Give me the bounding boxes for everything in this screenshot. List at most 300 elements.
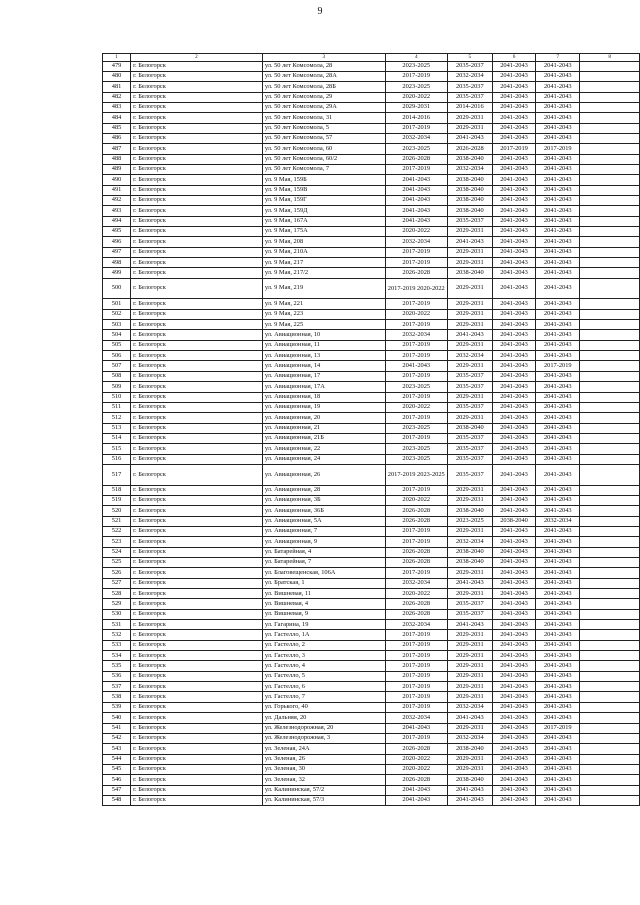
period-col7-cell: 2041-2043 (536, 247, 580, 257)
period-col5-cell: 2032-2034 (447, 351, 492, 361)
period-col4-cell: 2017-2019 (385, 661, 447, 671)
city-cell: г. Белогорск (131, 71, 263, 81)
address-cell: ул. Гастелло, 7 (262, 692, 385, 702)
note-cell (580, 733, 640, 743)
period-col4-cell: 2017-2019 (385, 433, 447, 443)
period-col4-cell: 2020-2022 (385, 754, 447, 764)
period-col7-cell: 2041-2043 (536, 495, 580, 505)
address-cell: ул. Гагарина, 19 (262, 620, 385, 630)
column-number: 2 (131, 54, 263, 62)
city-cell: г. Белогорск (131, 713, 263, 723)
period-col6-cell: 2041-2043 (492, 651, 535, 661)
row-number-cell: 481 (103, 82, 131, 92)
city-cell: г. Белогорск (131, 651, 263, 661)
period-col4-cell: 2041-2043 (385, 785, 447, 795)
row-number-cell: 538 (103, 692, 131, 702)
period-col4-cell: 2020-2022 (385, 309, 447, 319)
period-col6-cell: 2041-2043 (492, 195, 535, 205)
table-row (103, 227, 640, 237)
row-number-cell: 546 (103, 775, 131, 785)
period-col7-cell: 2041-2043 (536, 651, 580, 661)
row-number-cell: 539 (103, 702, 131, 712)
city-cell: г. Белогорск (131, 444, 263, 454)
address-cell: ул. 50 лет Комсомола, 60/2 (262, 154, 385, 164)
period-col7-cell: 2041-2043 (536, 423, 580, 433)
period-col7-cell: 2041-2043 (536, 713, 580, 723)
period-col5-cell: 2038-2040 (447, 558, 492, 568)
city-cell: г. Белогорск (131, 206, 263, 216)
table-row (103, 651, 640, 661)
table-row (103, 485, 640, 495)
city-cell: г. Белогорск (131, 423, 263, 433)
column-number: 1 (103, 54, 131, 62)
period-col4-cell: 2032-2034 (385, 578, 447, 588)
period-col6-cell: 2041-2043 (492, 392, 535, 402)
period-col5-cell: 2029-2031 (447, 723, 492, 733)
period-col5-cell: 2035-2037 (447, 371, 492, 381)
city-cell: г. Белогорск (131, 537, 263, 547)
address-cell: ул. Зеленая, 30 (262, 764, 385, 774)
period-col6-cell: 2041-2043 (492, 702, 535, 712)
period-col7-cell: 2041-2043 (536, 268, 580, 278)
city-cell: г. Белогорск (131, 558, 263, 568)
table-row (103, 609, 640, 619)
period-col4-cell: 2029-2031 (385, 102, 447, 112)
period-col6-cell: 2041-2043 (492, 723, 535, 733)
period-col4-cell: 2020-2022 (385, 92, 447, 102)
note-cell (580, 61, 640, 71)
city-cell: г. Белогорск (131, 175, 263, 185)
period-col7-cell: 2041-2043 (536, 402, 580, 412)
table-row (103, 630, 640, 640)
note-cell (580, 454, 640, 464)
row-number-cell: 526 (103, 568, 131, 578)
period-col5-cell: 2029-2031 (447, 568, 492, 578)
city-cell: г. Белогорск (131, 82, 263, 92)
row-number-cell: 513 (103, 423, 131, 433)
period-col5-cell: 2029-2031 (447, 247, 492, 257)
city-cell: г. Белогорск (131, 278, 263, 299)
period-col7-cell: 2041-2043 (536, 175, 580, 185)
period-col4-cell: 2026-2028 (385, 744, 447, 754)
period-col6-cell: 2041-2043 (492, 247, 535, 257)
period-col5-cell: 2035-2037 (447, 216, 492, 226)
period-col6-cell: 2041-2043 (492, 558, 535, 568)
table-row (103, 795, 640, 805)
address-cell: ул. Батарейная, 7 (262, 558, 385, 568)
address-cell: ул. Авиационная, 19 (262, 402, 385, 412)
period-col5-cell: 2029-2031 (447, 682, 492, 692)
table-row (103, 640, 640, 650)
address-cell: ул. Авиационная, 17 (262, 371, 385, 381)
note-cell (580, 630, 640, 640)
period-col5-cell: 2029-2031 (447, 589, 492, 599)
address-cell: ул. Братская, 1 (262, 578, 385, 588)
period-col5-cell: 2032-2034 (447, 537, 492, 547)
table-row (103, 392, 640, 402)
note-cell (580, 764, 640, 774)
row-number-cell: 529 (103, 599, 131, 609)
period-col5-cell: 2035-2037 (447, 82, 492, 92)
period-col6-cell: 2041-2043 (492, 682, 535, 692)
period-col6-cell: 2041-2043 (492, 733, 535, 743)
period-col5-cell: 2029-2031 (447, 320, 492, 330)
period-col4-cell: 2026-2028 (385, 268, 447, 278)
address-cell: ул. Авиационная, 5А (262, 516, 385, 526)
table-row (103, 682, 640, 692)
period-col4-cell: 2041-2043 (385, 185, 447, 195)
table-row (103, 195, 640, 205)
city-cell: г. Белогорск (131, 630, 263, 640)
note-cell (580, 268, 640, 278)
period-col5-cell: 2029-2031 (447, 764, 492, 774)
address-cell: ул. Авиационная, 26 (262, 464, 385, 485)
period-col4-cell: 2020-2022 (385, 227, 447, 237)
table-row (103, 568, 640, 578)
period-col6-cell: 2041-2043 (492, 413, 535, 423)
row-number-cell: 543 (103, 744, 131, 754)
period-col5-cell: 2032-2034 (447, 71, 492, 81)
period-col7-cell: 2041-2043 (536, 661, 580, 671)
address-cell: ул. 9 Мая, 217 (262, 258, 385, 268)
period-col7-cell: 2041-2043 (536, 764, 580, 774)
table-row (103, 744, 640, 754)
period-col7-cell: 2041-2043 (536, 413, 580, 423)
city-cell: г. Белогорск (131, 402, 263, 412)
period-col5-cell: 2032-2034 (447, 164, 492, 174)
period-col6-cell: 2041-2043 (492, 154, 535, 164)
note-cell (580, 123, 640, 133)
period-col6-cell: 2041-2043 (492, 692, 535, 702)
period-col5-cell: 2032-2034 (447, 702, 492, 712)
period-col7-cell: 2041-2043 (536, 258, 580, 268)
period-col4-cell: 2026-2028 (385, 547, 447, 557)
row-number-cell: 507 (103, 361, 131, 371)
note-cell (580, 413, 640, 423)
note-cell (580, 578, 640, 588)
period-col7-cell: 2041-2043 (536, 320, 580, 330)
period-col7-cell: 2032-2034 (536, 516, 580, 526)
period-col7-cell: 2041-2043 (536, 620, 580, 630)
period-col7-cell: 2041-2043 (536, 185, 580, 195)
address-cell: ул. Авиационная, 7 (262, 526, 385, 536)
period-col5-cell: 2029-2031 (447, 526, 492, 536)
note-cell (580, 651, 640, 661)
address-cell: ул. 9 Мая, 159Г (262, 195, 385, 205)
period-col5-cell: 2038-2040 (447, 547, 492, 557)
period-col7-cell: 2041-2043 (536, 568, 580, 578)
city-cell: г. Белогорск (131, 764, 263, 774)
period-col5-cell: 2038-2040 (447, 423, 492, 433)
city-cell: г. Белогорск (131, 526, 263, 536)
address-cell: ул. Авиационная, 24 (262, 454, 385, 464)
address-cell: ул. 50 лет Комсомола, 60 (262, 144, 385, 154)
table-row (103, 175, 640, 185)
period-col6-cell: 2041-2043 (492, 113, 535, 123)
row-number-cell: 524 (103, 547, 131, 557)
period-col7-cell: 2041-2043 (536, 630, 580, 640)
row-number-cell: 492 (103, 195, 131, 205)
note-cell (580, 216, 640, 226)
row-number-cell: 523 (103, 537, 131, 547)
period-col5-cell: 2035-2037 (447, 433, 492, 443)
period-col4-cell: 2026-2028 (385, 558, 447, 568)
column-number: 6 (492, 54, 535, 62)
table-row (103, 495, 640, 505)
period-col7-cell: 2041-2043 (536, 702, 580, 712)
row-number-cell: 501 (103, 299, 131, 309)
period-col4-cell: 2017-2019 (385, 733, 447, 743)
address-cell: ул. Гастелло, 6 (262, 682, 385, 692)
table-row (103, 320, 640, 330)
row-number-cell: 505 (103, 340, 131, 350)
period-col7-cell: 2041-2043 (536, 92, 580, 102)
period-col6-cell: 2041-2043 (492, 764, 535, 774)
column-number-row (103, 54, 640, 62)
period-col4-cell: 2041-2043 (385, 206, 447, 216)
city-cell: г. Белогорск (131, 133, 263, 143)
period-col6-cell: 2041-2043 (492, 754, 535, 764)
row-number-cell: 521 (103, 516, 131, 526)
note-cell (580, 330, 640, 340)
period-col6-cell: 2041-2043 (492, 630, 535, 640)
address-cell: ул. Зеленая, 24А (262, 744, 385, 754)
row-number-cell: 490 (103, 175, 131, 185)
row-number-cell: 508 (103, 371, 131, 381)
period-col6-cell: 2041-2043 (492, 402, 535, 412)
period-col4-cell: 2020-2022 (385, 402, 447, 412)
period-col4-cell: 2023-2025 (385, 423, 447, 433)
table-row (103, 299, 640, 309)
table-row (103, 185, 640, 195)
period-col6-cell: 2041-2043 (492, 309, 535, 319)
note-cell (580, 671, 640, 681)
row-number-cell: 537 (103, 682, 131, 692)
period-col7-cell: 2041-2043 (536, 537, 580, 547)
column-number: 5 (447, 54, 492, 62)
period-col5-cell: 2041-2043 (447, 133, 492, 143)
row-number-cell: 511 (103, 402, 131, 412)
period-col7-cell: 2041-2043 (536, 299, 580, 309)
table-row (103, 423, 640, 433)
period-col4-cell: 2023-2025 (385, 61, 447, 71)
row-number-cell: 530 (103, 609, 131, 619)
row-number-cell: 504 (103, 330, 131, 340)
period-col6-cell: 2041-2043 (492, 361, 535, 371)
period-col5-cell: 2029-2031 (447, 413, 492, 423)
note-cell (580, 278, 640, 299)
period-col7-cell: 2041-2043 (536, 754, 580, 764)
address-cell: ул. Железнодорожная, 20 (262, 723, 385, 733)
address-cell: ул. 9 Мая, 210А (262, 247, 385, 257)
row-number-cell: 516 (103, 454, 131, 464)
table-row (103, 413, 640, 423)
note-cell (580, 351, 640, 361)
period-col6-cell: 2041-2043 (492, 123, 535, 133)
address-cell: ул. Вишневая, 11 (262, 589, 385, 599)
period-col4-cell: 2032-2034 (385, 330, 447, 340)
table-row (103, 589, 640, 599)
period-col6-cell: 2041-2043 (492, 382, 535, 392)
address-cell: ул. Дальняя, 20 (262, 713, 385, 723)
period-col4-cell: 2041-2043 (385, 175, 447, 185)
note-cell (580, 102, 640, 112)
city-cell: г. Белогорск (131, 92, 263, 102)
row-number-cell: 479 (103, 61, 131, 71)
period-col4-cell: 2023-2025 (385, 382, 447, 392)
period-col7-cell: 2041-2043 (536, 123, 580, 133)
address-cell: ул. Авиационная, 21 (262, 423, 385, 433)
period-col6-cell: 2041-2043 (492, 495, 535, 505)
period-col4-cell: 2014-2016 (385, 113, 447, 123)
table-row (103, 216, 640, 226)
period-col7-cell: 2041-2043 (536, 795, 580, 805)
address-cell: ул. Калининская, 57/2 (262, 785, 385, 795)
city-cell: г. Белогорск (131, 506, 263, 516)
period-col5-cell: 2029-2031 (447, 361, 492, 371)
note-cell (580, 713, 640, 723)
address-cell: ул. Авиационная, 10 (262, 330, 385, 340)
period-col6-cell: 2041-2043 (492, 713, 535, 723)
table-row (103, 61, 640, 71)
table-row (103, 547, 640, 557)
period-col5-cell: 2029-2031 (447, 123, 492, 133)
column-number: 8 (580, 54, 640, 62)
period-col6-cell: 2041-2043 (492, 268, 535, 278)
period-col5-cell: 2035-2037 (447, 454, 492, 464)
period-col4-cell: 2023-2025 (385, 82, 447, 92)
period-col6-cell: 2041-2043 (492, 164, 535, 174)
address-cell: ул. Благовещенская, 106А (262, 568, 385, 578)
row-number-cell: 494 (103, 216, 131, 226)
period-col7-cell: 2041-2043 (536, 382, 580, 392)
note-cell (580, 164, 640, 174)
table-row (103, 154, 640, 164)
row-number-cell: 533 (103, 640, 131, 650)
city-cell: г. Белогорск (131, 578, 263, 588)
row-number-cell: 486 (103, 133, 131, 143)
city-cell: г. Белогорск (131, 744, 263, 754)
period-col5-cell: 2029-2031 (447, 278, 492, 299)
note-cell (580, 485, 640, 495)
period-col6-cell: 2041-2043 (492, 775, 535, 785)
period-col7-cell: 2041-2043 (536, 640, 580, 650)
table-row (103, 713, 640, 723)
city-cell: г. Белогорск (131, 268, 263, 278)
table-row (103, 247, 640, 257)
note-cell (580, 382, 640, 392)
city-cell: г. Белогорск (131, 795, 263, 805)
city-cell: г. Белогорск (131, 485, 263, 495)
note-cell (580, 754, 640, 764)
address-cell: ул. 9 Мая, 167А (262, 216, 385, 226)
note-cell (580, 144, 640, 154)
period-col4-cell: 2017-2019 (385, 164, 447, 174)
note-cell (580, 185, 640, 195)
period-col6-cell: 2041-2043 (492, 351, 535, 361)
period-col4-cell: 2017-2019 2020-2022 (385, 278, 447, 299)
period-col4-cell: 2017-2019 (385, 392, 447, 402)
city-cell: г. Белогорск (131, 692, 263, 702)
city-cell: г. Белогорск (131, 392, 263, 402)
city-cell: г. Белогорск (131, 185, 263, 195)
table-row (103, 558, 640, 568)
period-col4-cell: 2017-2019 (385, 640, 447, 650)
table-row (103, 330, 640, 340)
row-number-cell: 491 (103, 185, 131, 195)
note-cell (580, 392, 640, 402)
period-col6-cell: 2041-2043 (492, 589, 535, 599)
period-col4-cell: 2041-2043 (385, 361, 447, 371)
period-col4-cell: 2017-2019 (385, 71, 447, 81)
address-cell: ул. 50 лет Комсомола, 28 (262, 61, 385, 71)
row-number-cell: 544 (103, 754, 131, 764)
period-col6-cell: 2041-2043 (492, 640, 535, 650)
table-row (103, 237, 640, 247)
period-col5-cell: 2035-2037 (447, 61, 492, 71)
row-number-cell: 488 (103, 154, 131, 164)
period-col5-cell: 2029-2031 (447, 340, 492, 350)
row-number-cell: 525 (103, 558, 131, 568)
period-col4-cell: 2023-2025 (385, 444, 447, 454)
note-cell (580, 744, 640, 754)
period-col7-cell: 2041-2043 (536, 195, 580, 205)
city-cell: г. Белогорск (131, 164, 263, 174)
period-col5-cell: 2041-2043 (447, 620, 492, 630)
period-col4-cell: 2026-2028 (385, 516, 447, 526)
period-col5-cell: 2035-2037 (447, 444, 492, 454)
address-cell: ул. 50 лет Комсомола, 29 (262, 92, 385, 102)
period-col7-cell: 2041-2043 (536, 71, 580, 81)
period-col6-cell: 2041-2043 (492, 82, 535, 92)
table-row (103, 164, 640, 174)
row-number-cell: 480 (103, 71, 131, 81)
row-number-cell: 510 (103, 392, 131, 402)
table-row (103, 71, 640, 81)
period-col5-cell: 2041-2043 (447, 795, 492, 805)
city-cell: г. Белогорск (131, 516, 263, 526)
period-col5-cell: 2014-2016 (447, 102, 492, 112)
city-cell: г. Белогорск (131, 589, 263, 599)
note-cell (580, 402, 640, 412)
address-cell: ул. Авиационная, 3Б (262, 495, 385, 505)
address-cell: ул. 50 лет Комсомола, 57 (262, 133, 385, 143)
period-col6-cell: 2041-2043 (492, 102, 535, 112)
city-cell: г. Белогорск (131, 237, 263, 247)
period-col6-cell: 2041-2043 (492, 299, 535, 309)
row-number-cell: 520 (103, 506, 131, 516)
period-col6-cell: 2041-2043 (492, 340, 535, 350)
period-col6-cell: 2041-2043 (492, 537, 535, 547)
period-col7-cell: 2041-2043 (536, 278, 580, 299)
period-col7-cell: 2041-2043 (536, 454, 580, 464)
city-cell: г. Белогорск (131, 682, 263, 692)
table-row (103, 775, 640, 785)
note-cell (580, 775, 640, 785)
note-cell (580, 516, 640, 526)
address-cell: ул. Авиационная, 22 (262, 444, 385, 454)
row-number-cell: 497 (103, 247, 131, 257)
address-cell: ул. 9 Мая, 175А (262, 227, 385, 237)
period-col5-cell: 2041-2043 (447, 578, 492, 588)
period-col6-cell: 2041-2043 (492, 444, 535, 454)
city-cell: г. Белогорск (131, 247, 263, 257)
period-col7-cell: 2041-2043 (536, 744, 580, 754)
table-row (103, 278, 640, 299)
row-number-cell: 482 (103, 92, 131, 102)
period-col5-cell: 2029-2031 (447, 692, 492, 702)
period-col5-cell: 2038-2040 (447, 175, 492, 185)
